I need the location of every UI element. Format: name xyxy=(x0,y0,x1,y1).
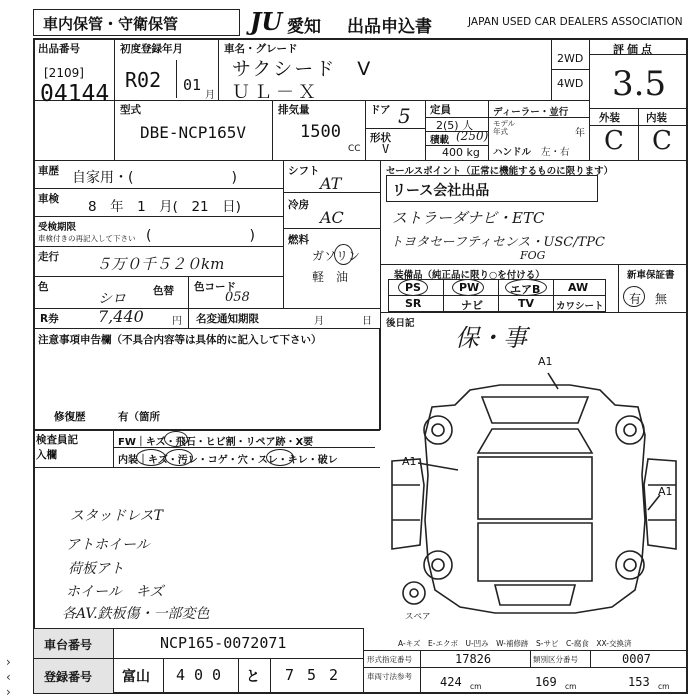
exterior-label: 外装 xyxy=(599,112,620,124)
warranty-no: 無 xyxy=(655,292,668,306)
shape-value: V xyxy=(382,142,390,156)
selling-line-3: FOG xyxy=(520,249,546,262)
margin-marks: › ‹ › xyxy=(6,655,11,699)
equip-sr: SR xyxy=(405,297,422,310)
aircon-label: 冷房 xyxy=(288,199,309,211)
damage-legend: A-キズ E-エクボ U-凹み W-補修跡 S-サビ C-腐食 XX-交換済 xyxy=(398,639,632,648)
color-code-label: 色コード xyxy=(194,281,236,293)
doors-label: ドア xyxy=(370,104,391,116)
model-year-unit: 年 xyxy=(575,128,585,139)
equip-airbag-circle xyxy=(505,279,547,296)
note-line-2: アトホイール xyxy=(66,537,150,553)
displacement-value: 1500 xyxy=(300,122,341,142)
dim-height: 153 xyxy=(628,675,650,689)
association-name: JAPAN USED CAR DEALERS ASSOCIATION xyxy=(468,16,683,28)
afterfile-value: 保・事 xyxy=(455,324,527,352)
class-code: 0007 xyxy=(622,652,651,666)
dim-length: 424 xyxy=(440,675,462,689)
fuel-diesel: 軽 油 xyxy=(312,270,349,284)
plate-kana: と xyxy=(246,669,260,685)
car-name: サクシード V xyxy=(232,58,373,80)
rekireki-label: 車歴 xyxy=(38,165,59,177)
load-value: 400 kg xyxy=(442,146,480,159)
load-paren: (250) xyxy=(456,129,489,143)
equip-ps: PS xyxy=(405,281,421,294)
juken-label: 受検期限 xyxy=(38,222,77,233)
plate-number: 752 xyxy=(285,666,352,684)
inspector-scratch-circle xyxy=(136,449,166,466)
dim-width-unit: cm xyxy=(565,682,577,691)
displacement-unit: CC xyxy=(348,144,361,154)
inspector-wear-circle xyxy=(266,449,294,466)
storage-tag: 車内保管・守衛保管 xyxy=(43,15,179,33)
selling-points-label: セールスポイント（正常に機能するものに限ります） xyxy=(386,166,614,177)
fuel-gasoline-circle xyxy=(334,244,353,265)
note-line-1: スタッドレスT xyxy=(70,508,163,524)
notes-label: 注意事項申告欄（不具合内容等は具体的に記入して下さい） xyxy=(38,334,322,346)
car-name-label: 車名・グレード xyxy=(224,43,298,55)
model-label: 型式 xyxy=(120,104,141,116)
afterfile-label: 後日記 xyxy=(386,318,415,329)
registration-month-unit: 月 xyxy=(205,90,215,101)
inspector-dirt-circle xyxy=(165,449,193,466)
note-line-5: 各AV.鉄板傷・一部変色 xyxy=(62,606,210,622)
dimension-label: 車両寸法参考 xyxy=(367,672,412,681)
juken-note: 車検付きの再記入して下さい xyxy=(38,234,136,243)
shaken-label: 車検 xyxy=(38,193,59,205)
note-line-4: ホイール キズ xyxy=(66,584,164,600)
repair-label: 修復歴 xyxy=(54,411,86,423)
class-code-label: 類別区分番号 xyxy=(533,655,578,664)
plate-area: 富山 xyxy=(122,669,150,685)
shift-value: AT xyxy=(320,174,342,193)
equip-ps-circle xyxy=(398,279,428,296)
equip-aw: AW xyxy=(568,281,589,294)
capacity-value: 2(5) 人 xyxy=(436,119,474,132)
spare-label: スペア xyxy=(405,612,431,622)
inspector-fw-row: FW｜キズ・飛石・ヒビ割・リペア跡・X要 xyxy=(118,437,314,448)
drive-2wd: 2WD xyxy=(557,52,584,65)
capacity-label: 定員 xyxy=(430,104,451,116)
registration-label: 初度登録年月 xyxy=(120,43,183,55)
shift-label: シフト xyxy=(288,165,320,177)
color-label: 色 xyxy=(38,281,49,293)
logo-region: 愛知 xyxy=(287,17,321,37)
repair-value: 有（箇所 xyxy=(118,411,160,423)
mark-left: A1 xyxy=(402,455,417,468)
selling-line-2: トヨタセーフティセンス・USC/TPC xyxy=(390,235,605,250)
fuel-label: 燃料 xyxy=(288,234,309,246)
r-ticket-label: R券 xyxy=(40,313,59,325)
load-label: 積載 xyxy=(430,135,450,146)
model-year-label: モデル年式 xyxy=(493,119,516,136)
lot-label: 出品番号 xyxy=(38,43,80,55)
dim-length-unit: cm xyxy=(470,682,482,691)
mark-right: A1 xyxy=(658,485,673,498)
equip-pw-circle xyxy=(452,279,484,296)
inspector-stone-circle xyxy=(164,431,188,447)
plate-class: 400 xyxy=(176,666,231,684)
handle-label: ハンドル xyxy=(493,147,532,158)
equipment-label: 装備品（純正品に限り○を付ける） xyxy=(394,270,545,281)
inspector-interior-row: 内装｜キズ・汚レ・コゲ・穴・スレ・キレ・破レ xyxy=(118,455,338,466)
color-code-value: 058 xyxy=(225,290,250,305)
mileage-value: ５万０千５２０km xyxy=(96,255,225,273)
car-grade: ＵＬ－Ｘ xyxy=(232,82,320,103)
aircon-value: AC xyxy=(320,208,344,227)
form-code-label: 形式指定番号 xyxy=(367,655,412,664)
model-code: DBE-NCP165V xyxy=(140,123,246,142)
notice-month: 月 xyxy=(314,316,324,327)
note-line-3: 荷板アト xyxy=(68,561,124,577)
car-damage-diagram xyxy=(380,345,688,635)
lease-text: リース会社出品 xyxy=(392,183,490,199)
grade-label: 評価点 xyxy=(613,43,655,56)
equip-leather: カワシート xyxy=(556,301,604,312)
dim-width: 169 xyxy=(535,675,557,689)
mark-top: A1 xyxy=(538,355,553,368)
chassis-label: 車台番号 xyxy=(44,638,93,652)
exterior-grade: C xyxy=(604,126,624,156)
shape-label: 形状 xyxy=(370,132,391,144)
interior-label: 内装 xyxy=(646,112,667,124)
fuel-gasoline: ガソリン xyxy=(312,249,361,263)
plate-label: 登録番号 xyxy=(44,670,93,684)
equip-pw: PW xyxy=(459,281,480,294)
color-change-label: 色替 xyxy=(153,285,174,297)
interior-grade: C xyxy=(652,126,672,156)
dim-height-unit: cm xyxy=(658,682,670,691)
warranty-label: 新車保証書 xyxy=(627,270,675,281)
shaken-value: 8 年 1 月( 21 日) xyxy=(88,199,241,215)
warranty-yes-circle xyxy=(623,286,645,307)
inspector-label: 検査員記入欄 xyxy=(36,434,78,461)
chassis-number: NCP165-0072071 xyxy=(160,634,287,652)
notice-label: 名変通知期限 xyxy=(196,313,259,325)
equip-navi: ナビ xyxy=(461,299,483,312)
doors-value: 5 xyxy=(398,104,411,128)
drive-4wd: 4WD xyxy=(557,77,584,90)
equip-tv: TV xyxy=(518,297,535,310)
juken-value: ( ) xyxy=(146,228,255,244)
dealer-label: ディーラー・並行 xyxy=(493,107,569,118)
rekireki-value: 自家用・( ) xyxy=(72,170,237,186)
form-title: 出品申込書 xyxy=(347,17,432,37)
registration-era: R02 xyxy=(125,68,162,92)
form-code: 17826 xyxy=(455,652,492,666)
registration-month: 01 xyxy=(183,76,202,94)
displacement-label: 排気量 xyxy=(278,104,310,116)
r-ticket-unit: 円 xyxy=(172,316,182,327)
ju-logo: JU xyxy=(250,7,283,36)
lot-sub: [2109] xyxy=(44,66,84,80)
handle-value: 左・右 xyxy=(541,147,570,158)
color-value: シロ xyxy=(98,291,126,307)
lot-number: 04144 xyxy=(40,81,110,107)
grade-score: 3.5 xyxy=(612,64,667,104)
selling-line-1: ストラーダナビ・ETC xyxy=(392,209,545,227)
equip-airbag: エアB xyxy=(510,283,541,296)
warranty-yes: 有 xyxy=(629,292,642,306)
mileage-label: 走行 xyxy=(38,251,59,263)
notice-day: 日 xyxy=(362,316,372,327)
r-ticket-value: 7,440 xyxy=(98,307,144,326)
